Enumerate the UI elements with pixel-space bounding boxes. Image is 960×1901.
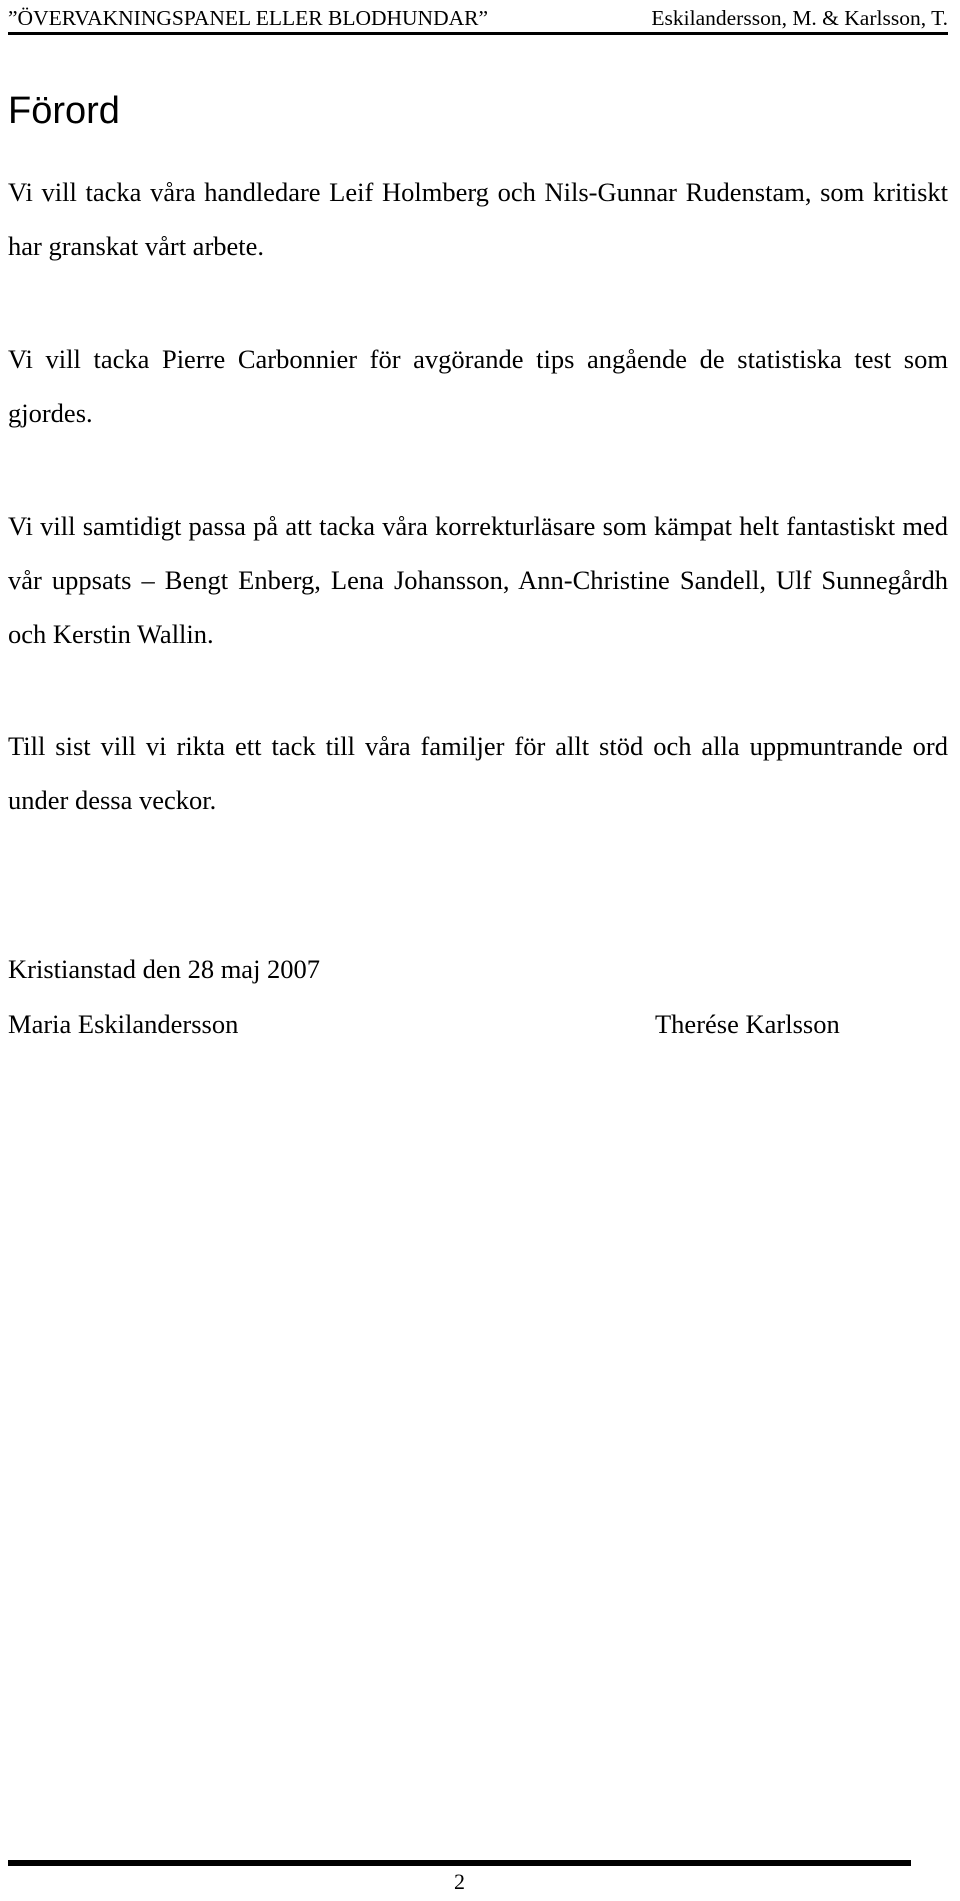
signature-right: Therése Karlsson xyxy=(655,1009,840,1039)
paragraph-statistics: Vi vill tacka Pierre Carbonnier för avgörande tips angående de statistiska test som gjordes. xyxy=(8,344,948,428)
paragraph-families: Till sist vill vi rikta ett tack till våra familjer för allt stöd och alla uppmuntrande ord under dessa veckor. xyxy=(8,731,948,815)
signature-left: Maria Eskilandersson xyxy=(8,1009,239,1039)
footer-rule xyxy=(8,1860,911,1866)
signatures xyxy=(8,1004,948,1044)
place-date: Kristianstad den 28 maj 2007 xyxy=(8,954,321,984)
paragraph-supervisors: Vi vill tacka våra handledare Leif Holmberg och Nils-Gunnar Rudenstam, som kritiskt har granskat vårt arbete. xyxy=(8,177,948,261)
header-authors: Eskilandersson, M. & Karlsson, T. xyxy=(651,6,948,30)
page-number: 2 xyxy=(454,1869,465,1894)
paragraph-proofreaders: Vi vill samtidigt passa på att tacka våra korrekturläsare som kämpat helt fantastiskt med vår uppsats – Bengt Enberg, Lena Johansson, Ann-Christine Sandell, Ulf Sunnegårdh och Kerstin Wallin. xyxy=(8,511,948,649)
header-rule xyxy=(8,32,948,35)
running-header xyxy=(8,6,948,30)
section-heading: Förord xyxy=(8,90,120,132)
header-title: ”ÖVERVAKNINGSPANEL ELLER BLODHUNDAR” xyxy=(8,6,489,30)
